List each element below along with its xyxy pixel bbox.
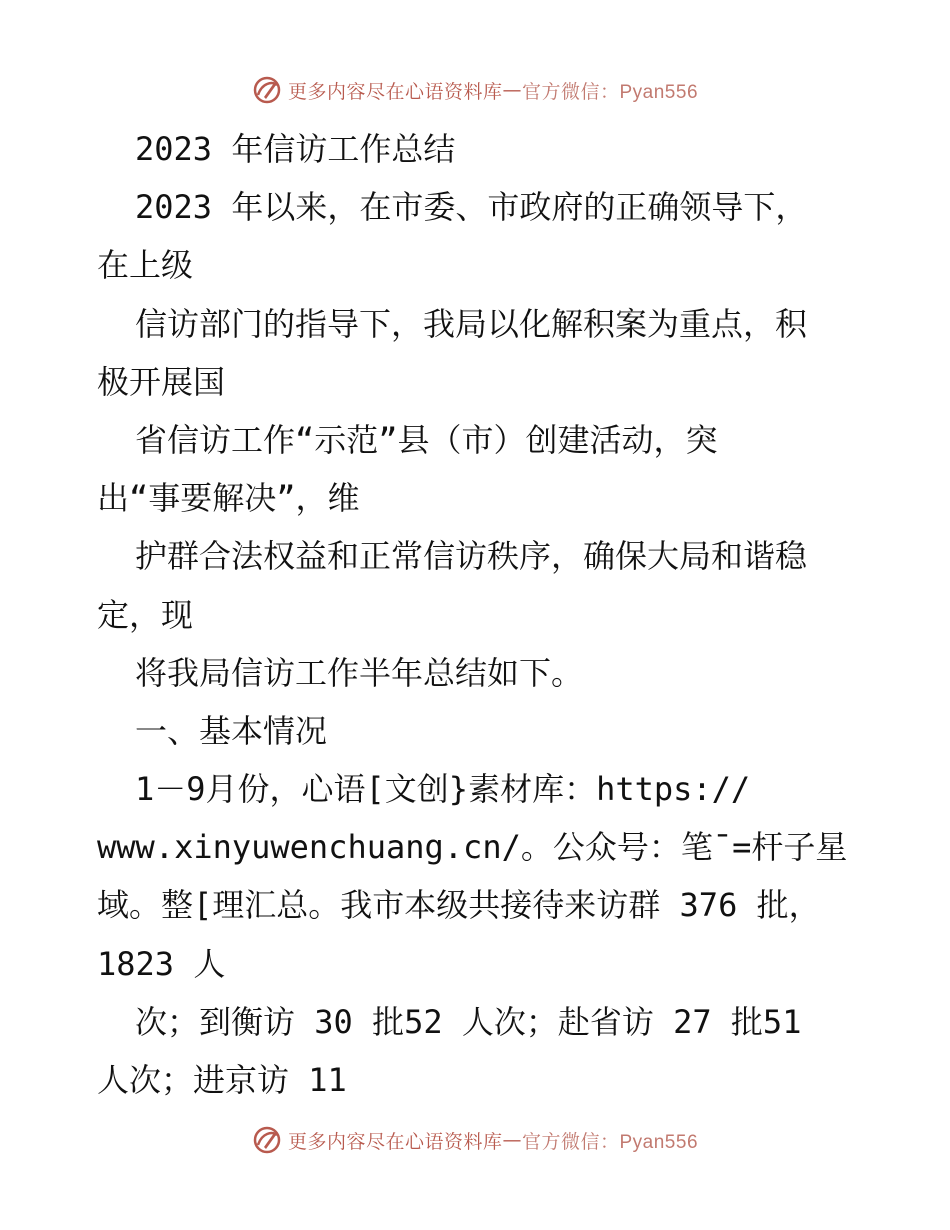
- footer-watermark: [0, 1120, 950, 1160]
- doc-line: 1823 人: [97, 944, 226, 983]
- watermark-dash: —: [502, 79, 522, 101]
- doc-line: 将我局信访工作半年总结如下。: [135, 653, 584, 692]
- watermark-contact: 官方微信：Pyan556: [522, 1131, 699, 1153]
- doc-line: 定，现: [97, 595, 194, 634]
- doc-line: 在上级: [97, 246, 194, 285]
- doc-line: 极开展国: [97, 362, 226, 401]
- doc-line: 2023 年以来，在市委、市政府的正确领导下，: [135, 188, 808, 227]
- doc-title: 2023 年信访工作总结: [135, 130, 456, 168]
- section-heading: 一、基本情况: [135, 711, 328, 750]
- watermark-slogan: 更多内容尽在心语资料库: [287, 1130, 503, 1153]
- header-watermark: [0, 70, 950, 110]
- doc-line: 1－9月份，心语[文创}素材库：https://: [135, 770, 751, 809]
- pen-swirl-logo-icon: [252, 1125, 282, 1155]
- doc-line: 信访部门的指导下，我局以化解积案为重点，积: [135, 304, 808, 343]
- document-body: [97, 120, 857, 1109]
- watermark-contact: 官方微信：Pyan556: [522, 81, 699, 103]
- doc-line: 出“事要解决”，维: [97, 479, 360, 518]
- doc-line: 人次；进京访 11: [97, 1061, 347, 1099]
- watermark-slogan: 更多内容尽在心语资料库: [287, 80, 503, 103]
- doc-line: 次；到衡访 30 批52 人次；赴省访 27 批51: [135, 1002, 802, 1041]
- doc-line: www.xinyuwenchuang.cn/。公众号：笔¯=杆子星: [97, 828, 848, 867]
- doc-line: 域。整[理汇总。我市本级共接待来访群 376 批，: [97, 886, 821, 925]
- watermark-dash: —: [502, 1129, 522, 1151]
- pen-swirl-logo-icon: [252, 75, 282, 105]
- doc-line: 护群合法权益和正常信访秩序，确保大局和谐稳: [135, 537, 808, 576]
- doc-line: 省信访工作“示范”县（市）创建活动，突: [135, 420, 718, 459]
